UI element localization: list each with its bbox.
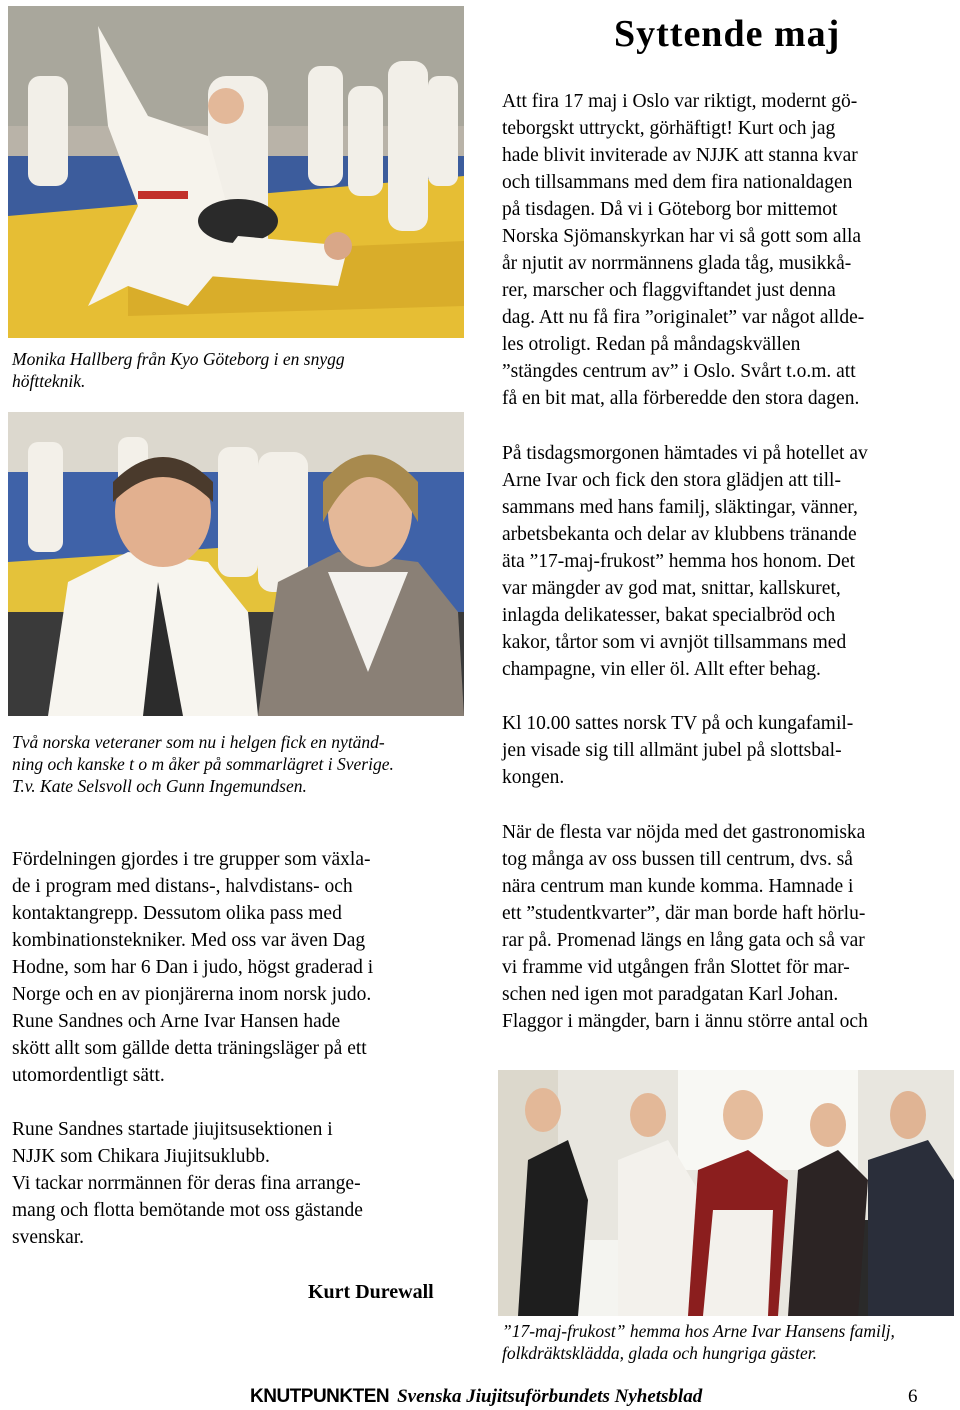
page-number: 6 (908, 1386, 918, 1407)
signature: Kurt Durewall (308, 1281, 434, 1303)
right-column (502, 88, 952, 1035)
caption-photo-2: Två norska veteraner som nu i helgen fick en nytänd- ning och kanske t o m åker på sommarlägret i Sverige. T.v. Kate Selsvoll och Gunn Ingemundsen. (12, 732, 394, 796)
caption-photo-1: Monika Hallberg från Kyo Göteborg i en snygg höftteknik. (12, 349, 345, 391)
paragraph-3: Kl 10.00 sattes norsk TV på och kungafamil- jen visade sig till allmänt jubel på slottsbal- kongen. (502, 713, 854, 788)
paragraph-2: På tisdagsmorgonen hämtades vi på hotellet av Arne Ivar och fick den stora glädjen att till- sammans med hans familj, släktingar, vänner, arbetsbekanta och delar av klubbens tränande äta ”17-maj-frukost” hemma hos honom. Det var mängder av god mat, snittar, kallskuret, inlagda delikatesser, bakat specialbröd och kakor, tårtor som vi avnjöt tillsammans med champagne, vin eller öl. Allt efter behag. (502, 443, 868, 680)
photo-judo-throw (8, 6, 464, 338)
paragraph-4: När de flesta var nöjda med det gastronomiska tog många av oss bussen till centrum, dvs. så nära centrum man kunde komma. Hamnade i ett ”studentkvarter”, där man borde haft hörlu- rar på. Promenad längs en lång gata och så var vi framme vid utgången från Slottet för mar- schen ned igen mot paradgatan Karl Johan. Flaggor i mängder, barn i ännu större antal och (502, 822, 868, 1032)
footer-brand: KNUTPUNKTEN (250, 1386, 390, 1407)
left-paragraph-1: Fördelningen gjordes i tre grupper som växla- de i program med distans-, halvdistans- och kontaktangrepp. Dessutom olika pass med kombinationstekniker. Med oss var även Dag Hodne, som har 6 Dan i judo, högst graderad i Norge och en av pionjärerna inom norsk judo. Rune Sandnes och Arne Ivar Hansen hade skött allt som gällde detta träningsläger på ett utomordentligt sätt. (12, 849, 374, 1086)
article-title: Syttende maj (614, 13, 841, 55)
paragraph-1: Att fira 17 maj i Oslo var riktigt, modernt gö- teborgskt uttryckt, görhäftigt! Kurt och jag hade blivit inviterade av NJJK att stanna kvar och tillsammans med dem fira nationaldagen på tisdagen. Då vi i Göteborg bor mittemot Norska Sjömanskyrkan har vi så gott som alla år njutit av norrmännens glada tåg, musikkå- rer, marscher och flaggviftandet just denna dag. Att nu få fira ”originalet” var något allde- les otroligt. Redan på måndagskvällen ”stängdes centrum av” i Oslo. Svårt t.o.m. att få en bit mat, alla förberedde den stora dagen. (502, 91, 865, 409)
footer (250, 1386, 930, 1410)
left-paragraph-2: Rune Sandnes startade jiujitsusektionen i NJJK som Chikara Jiujitsuklubb. Vi tackar norrmännen för deras fina arrange- mang och flotta bemötande mot oss gästande svenskar. (12, 1119, 363, 1248)
caption-photo-3: ”17-maj-frukost” hemma hos Arne Ivar Hansens familj, folkdräktsklädda, glada och hungriga gäster. (502, 1321, 895, 1363)
left-column (12, 846, 462, 1251)
photo-breakfast (498, 1070, 954, 1316)
footer-subtitle: Svenska Jiujitsuförbundets Nyhetsblad (397, 1386, 703, 1407)
photo-two-veterans (8, 412, 464, 716)
